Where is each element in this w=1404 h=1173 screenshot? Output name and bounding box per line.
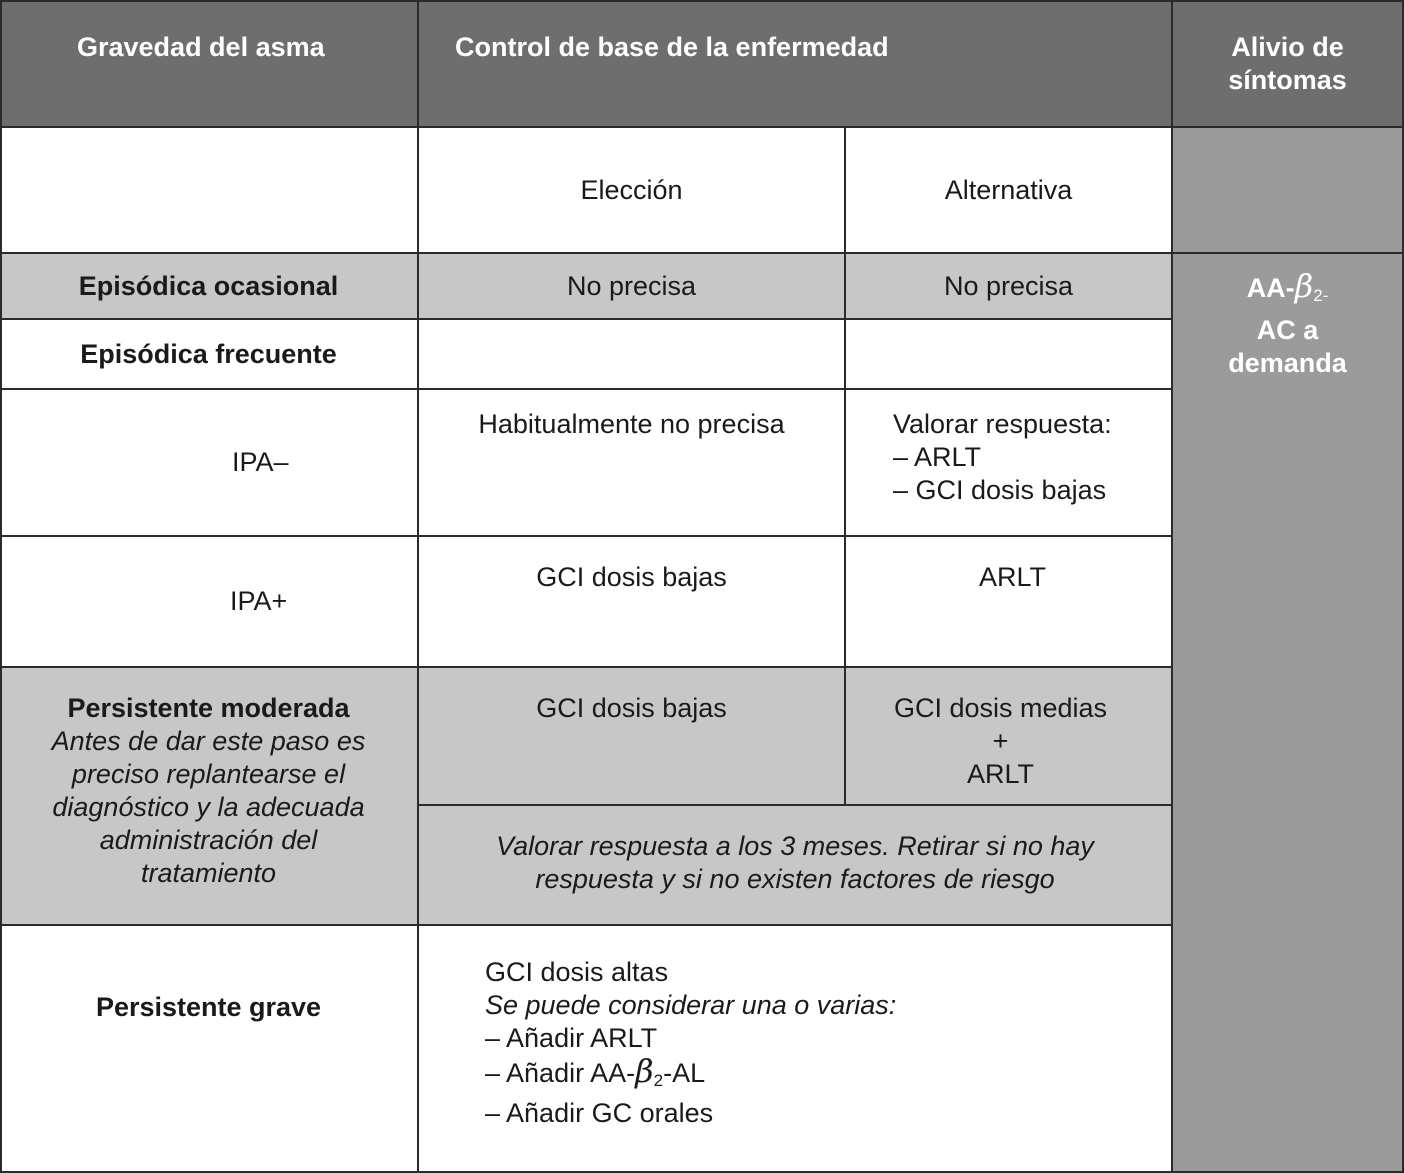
row-frecuente-eleccion [419, 320, 846, 390]
alivio-line1: $AA-\beta_{2-}$ [1246, 267, 1329, 305]
alivio-cell: $AA-\beta_{2-}$ AC a demanda [1173, 254, 1404, 1173]
row-ipa-pos-alternativa: ARLT [846, 537, 1173, 668]
header-baseline-control: Control de base de la enfermedad [419, 0, 1173, 128]
grave-line4: – Añadir $AA-\beta_2-AL$ [485, 1052, 706, 1090]
row-moderada-eleccion: GCI dosis bajas [419, 668, 846, 806]
row-ipa-neg-alternativa: Valorar respuesta: – ARLT – GCI dosis bajas [846, 390, 1173, 537]
row-ocasional-eleccion: No precisa [419, 254, 846, 320]
subheader-relief-blank [1173, 128, 1404, 254]
row-ipa-neg-label: IPA– [0, 390, 419, 537]
beta-symbol: β [1294, 267, 1314, 305]
subheader-alternativa: Alternativa [846, 128, 1173, 254]
row-ipa-pos-label: IPA+ [0, 537, 419, 668]
row-ipa-pos-eleccion: GCI dosis bajas [419, 537, 846, 668]
moderada-note: Antes de dar este paso es preciso replantearse el diagnóstico y la adecuada administración del tratamiento [51, 726, 366, 888]
beta-symbol: β [635, 1052, 654, 1090]
subheader-eleccion: Elección [419, 128, 846, 254]
header-symptom-relief: Alivio de síntomas [1173, 0, 1404, 128]
row-moderada-alternativa: GCI dosis medias + ARLT [846, 668, 1173, 806]
subheader-empty [0, 128, 419, 254]
row-ocasional-label: Episódica ocasional [0, 254, 419, 320]
row-moderada-label: Persistente moderada Antes de dar este paso es preciso replantearse el diagnóstico y la adecuada administración del tratamiento [0, 668, 419, 926]
row-ipa-neg-eleccion: Habitualmente no precisa [419, 390, 846, 537]
row-frecuente-label: Episódica frecuente [0, 320, 419, 390]
row-moderada-note-span: Valorar respuesta a los 3 meses. Retirar si no hay respuesta y si no existen factores de riesgo [419, 806, 1173, 926]
row-grave-label: Persistente grave [0, 926, 419, 1173]
header-severity: Gravedad del asma [0, 0, 419, 128]
row-ocasional-alternativa: No precisa [846, 254, 1173, 320]
row-frecuente-alternativa [846, 320, 1173, 390]
row-grave-treatment: GCI dosis altas Se puede considerar una o varias: – Añadir ARLT – Añadir $AA-\beta_2-AL$ – Añadir GC orales [419, 926, 1173, 1173]
